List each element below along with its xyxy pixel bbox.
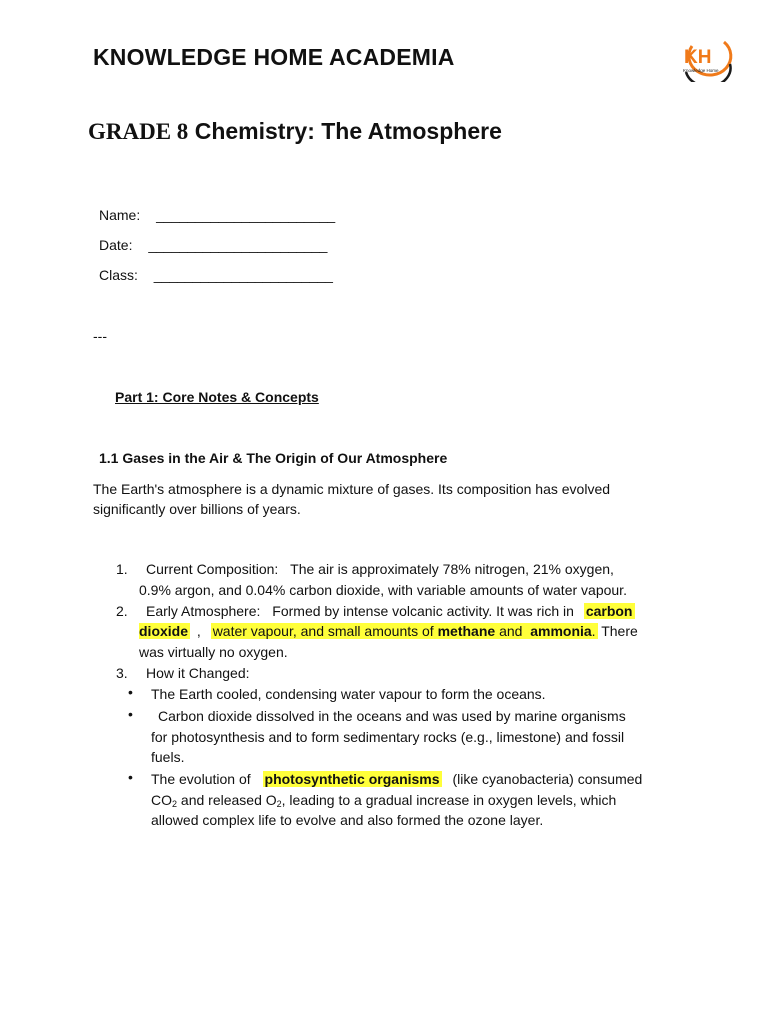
co2-formula: CO	[151, 792, 172, 808]
bullet-2-marker: •	[128, 706, 133, 722]
item2-there: There	[601, 623, 638, 639]
highlight-carbon: carbon	[585, 603, 633, 619]
item1-text-a: The air is approximately 78% nitrogen, 21% oxygen,	[290, 561, 614, 577]
item2-comma: ,	[196, 623, 201, 639]
section-heading: 1.1 Gases in the Air & The Origin of Our Atmosphere	[99, 450, 448, 466]
highlight-and: and	[499, 623, 523, 639]
bullet-1-marker: •	[128, 684, 133, 700]
highlight-methane: methane	[437, 623, 496, 639]
bullet-3-text-c: , leading to a gradual increase in oxygen levels, which	[281, 792, 617, 808]
o2-subscript: 2	[276, 799, 282, 809]
name-blank[interactable]: _______________________	[156, 207, 336, 223]
item1-line2: 0.9% argon, and 0.04% carbon dioxide, with variable amounts of water vapour.	[139, 582, 627, 598]
highlight-water-text: water vapour, and small amounts of	[212, 623, 434, 639]
part1-heading: Part 1: Core Notes & Concepts	[115, 389, 319, 405]
date-blank[interactable]: _______________________	[148, 237, 328, 253]
class-blank[interactable]: _______________________	[153, 267, 333, 283]
highlight-period: .	[591, 623, 596, 639]
highlight-dioxide: dioxide	[139, 623, 189, 639]
item2-line3: was virtually no oxygen.	[139, 644, 288, 660]
logo-caption: Knowledge Home	[683, 68, 719, 73]
highlight-ammonia: ammonia	[530, 623, 592, 639]
name-label: Name:	[99, 207, 141, 223]
highlight-water-vapour	[211, 623, 598, 639]
page-title	[88, 118, 502, 145]
bullet-3-text-b: (like cyanobacteria) consumed	[452, 771, 643, 787]
grade-label: GRADE 8	[88, 119, 189, 144]
academy-logo	[678, 36, 736, 82]
bullet-2-line1: Carbon dioxide dissolved in the oceans and was used by marine organisms	[158, 708, 626, 724]
bullet-3-text-a: The evolution of	[151, 771, 251, 787]
item2-number: 2.	[116, 603, 128, 619]
bullet-2-line3: fuels.	[151, 749, 185, 765]
bullet-1-text: The Earth cooled, condensing water vapour to form the oceans.	[151, 686, 546, 702]
item2-line1	[146, 601, 635, 621]
highlight-photosynthetic-organisms: photosynthetic organisms	[264, 771, 440, 787]
item3-label: How it Changed:	[146, 665, 250, 681]
class-field	[99, 267, 333, 283]
item2-label: Early Atmosphere:	[146, 603, 261, 619]
item2-text-a: Formed by intense volcanic activity. It was rich in	[272, 603, 574, 619]
subject-title: Chemistry: The Atmosphere	[194, 118, 502, 144]
kh-logo-icon	[678, 36, 736, 82]
item2-line2	[139, 621, 638, 641]
bullet-2-line2: for photosynthesis and to form sedimentary rocks (e.g., limestone) and fossil	[151, 729, 625, 745]
item3-number: 3.	[116, 665, 128, 681]
item1-label: Current Composition:	[146, 561, 279, 577]
released-o-text: and released O	[177, 792, 277, 808]
separator: ---	[93, 328, 107, 344]
date-label: Date:	[99, 237, 133, 253]
bullet-3-line3: allowed complex life to evolve and also formed the ozone layer.	[151, 812, 544, 828]
bullet-3-line1	[151, 769, 642, 789]
academy-name: KNOWLEDGE HOME ACADEMIA	[93, 44, 455, 70]
name-field	[99, 207, 335, 223]
item1-line1	[146, 559, 614, 579]
intro-paragraph: The Earth's atmosphere is a dynamic mixture of gases. Its composition has evolved significantly over billions of years.	[93, 481, 611, 517]
date-field	[99, 237, 327, 253]
item1-number: 1.	[116, 561, 128, 577]
class-label: Class:	[99, 267, 138, 283]
logo-letter-k: KH	[684, 47, 712, 68]
co2-subscript: 2	[172, 799, 178, 809]
bullet-3-line2	[151, 790, 616, 810]
bullet-3-marker: •	[128, 769, 133, 785]
